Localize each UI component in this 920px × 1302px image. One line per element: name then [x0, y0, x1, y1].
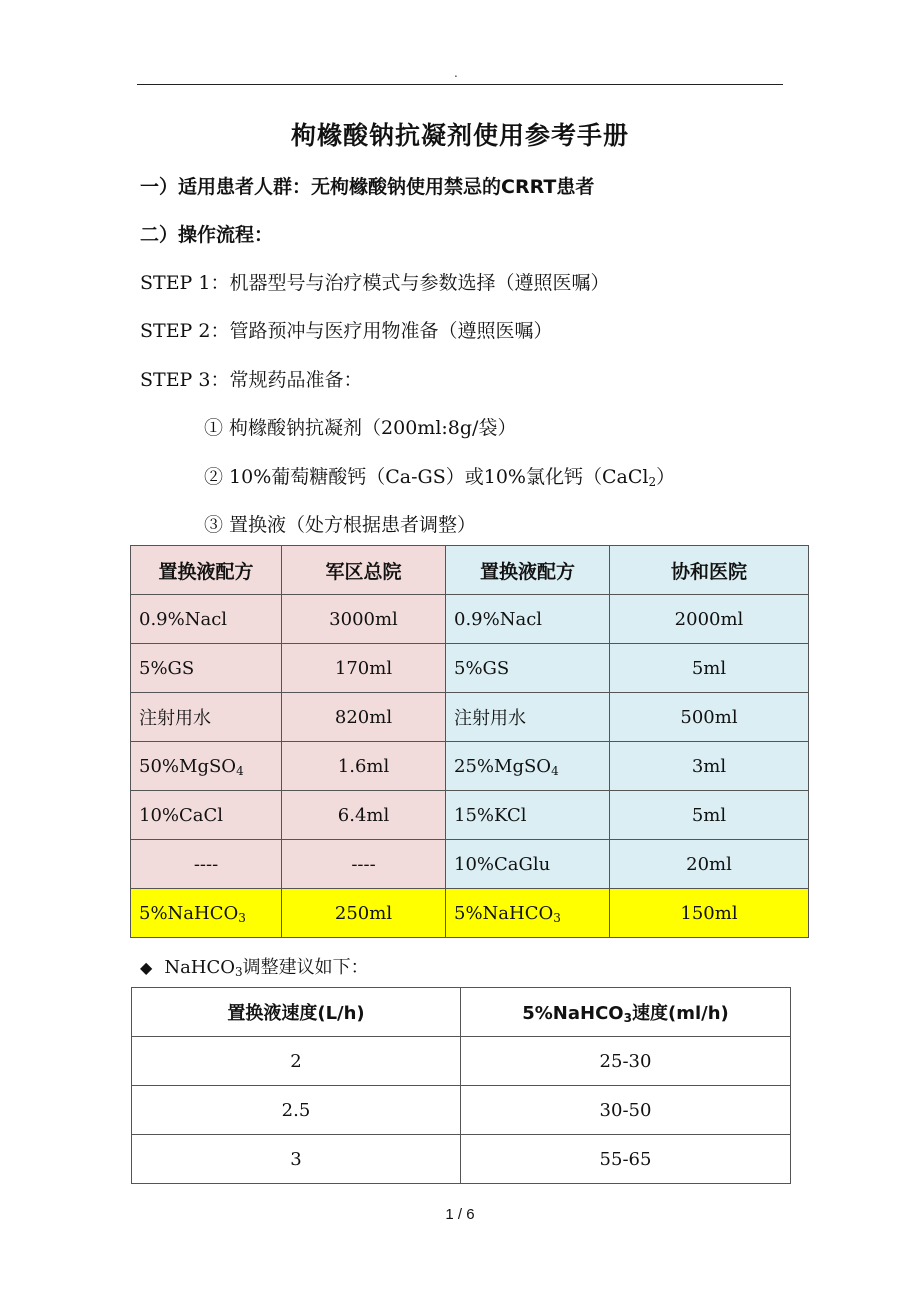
cell-ingredient-a: 50%MgSO$_4$	[131, 742, 282, 791]
cell-amount-d: 5ml	[610, 644, 809, 693]
header-rule	[137, 84, 783, 85]
table-row	[131, 693, 809, 742]
cell-amount-b: 820ml	[282, 693, 446, 742]
col-header-hospital-2: 协和医院	[610, 546, 809, 595]
cell-amount-b: ----	[282, 840, 446, 889]
header-dot: .	[454, 66, 458, 80]
table-row-highlight	[131, 889, 809, 938]
cell-ingredient-a: 5%NaHCO$_3$	[131, 889, 282, 938]
table-row	[132, 1086, 791, 1135]
col-header-replacement-rate: 置换液速度(L/h)	[132, 988, 461, 1037]
cell-amount-d: 5ml	[610, 791, 809, 840]
replacement-fluid-table	[130, 545, 809, 938]
cell-amount-b: 3000ml	[282, 595, 446, 644]
table-header-row	[132, 988, 791, 1037]
page-title: 枸橼酸钠抗凝剂使用参考手册	[290, 121, 629, 150]
table-row	[131, 742, 809, 791]
cell-ingredient-c: 0.9%Nacl	[446, 595, 610, 644]
cell-amount-d: 2000ml	[610, 595, 809, 644]
page-number: 1 / 6	[445, 1206, 475, 1223]
cell-ingredient-c: 25%MgSO$_4$	[446, 742, 610, 791]
cell-replacement-rate: 2.5	[132, 1086, 461, 1135]
cell-nahco3-rate: 55-65	[461, 1135, 791, 1184]
cell-replacement-rate: 3	[132, 1135, 461, 1184]
cell-ingredient-a: 5%GS	[131, 644, 282, 693]
nahco3-note: ◆ NaHCO$_3$调整建议如下：	[140, 957, 369, 979]
col-header-nahco3-rate: 5%NaHCO$_3$速度(ml/h)	[461, 988, 791, 1037]
step-3: STEP 3：常规药品准备：	[140, 369, 363, 391]
diamond-icon: ◆	[140, 958, 153, 977]
cell-ingredient-a: 0.9%Nacl	[131, 595, 282, 644]
step-2: STEP 2：管路预冲与医疗用物准备（遵照医嘱）	[140, 320, 553, 342]
cell-amount-d: 20ml	[610, 840, 809, 889]
drug-item-3: ③ 置换液（处方根据患者调整）	[204, 514, 477, 536]
table-row	[131, 791, 809, 840]
cell-amount-d: 500ml	[610, 693, 809, 742]
cell-nahco3-rate: 25-30	[461, 1037, 791, 1086]
step-1: STEP 1：机器型号与治疗模式与参数选择（遵照医嘱）	[140, 272, 610, 294]
table-row	[132, 1135, 791, 1184]
cell-ingredient-c: 5%GS	[446, 644, 610, 693]
table-row	[131, 595, 809, 644]
cell-replacement-rate: 2	[132, 1037, 461, 1086]
col-header-hospital-1: 军区总院	[282, 546, 446, 595]
cell-ingredient-c: 15%KCl	[446, 791, 610, 840]
section-procedure: 二）操作流程：	[140, 224, 274, 246]
table-row	[131, 840, 809, 889]
cell-ingredient-a: ----	[131, 840, 282, 889]
cell-ingredient-c: 5%NaHCO$_3$	[446, 889, 610, 938]
drug-item-2: ② 10%葡萄糖酸钙（Ca-GS）或10%氯化钙（CaCl$_2$）	[204, 466, 676, 489]
cell-amount-b: 250ml	[282, 889, 446, 938]
drug-item-1: ① 枸橼酸钠抗凝剂（200ml:8g/袋）	[204, 417, 517, 439]
cell-amount-b: 170ml	[282, 644, 446, 693]
cell-ingredient-c: 10%CaGlu	[446, 840, 610, 889]
cell-ingredient-a: 注射用水	[131, 693, 282, 742]
cell-amount-d: 150ml	[610, 889, 809, 938]
nahco3-rate-table	[131, 987, 791, 1184]
cell-nahco3-rate: 30-50	[461, 1086, 791, 1135]
cell-ingredient-c: 注射用水	[446, 693, 610, 742]
col-header-formula-2: 置换液配方	[446, 546, 610, 595]
col-header-formula-1: 置换液配方	[131, 546, 282, 595]
section-patients: 一）适用患者人群：无枸橼酸钠使用禁忌的CRRT患者	[140, 176, 595, 198]
cell-amount-b: 1.6ml	[282, 742, 446, 791]
table-row	[132, 1037, 791, 1086]
cell-amount-d: 3ml	[610, 742, 809, 791]
cell-ingredient-a: 10%CaCl	[131, 791, 282, 840]
table-header-row	[131, 546, 809, 595]
cell-amount-b: 6.4ml	[282, 791, 446, 840]
table-row	[131, 644, 809, 693]
